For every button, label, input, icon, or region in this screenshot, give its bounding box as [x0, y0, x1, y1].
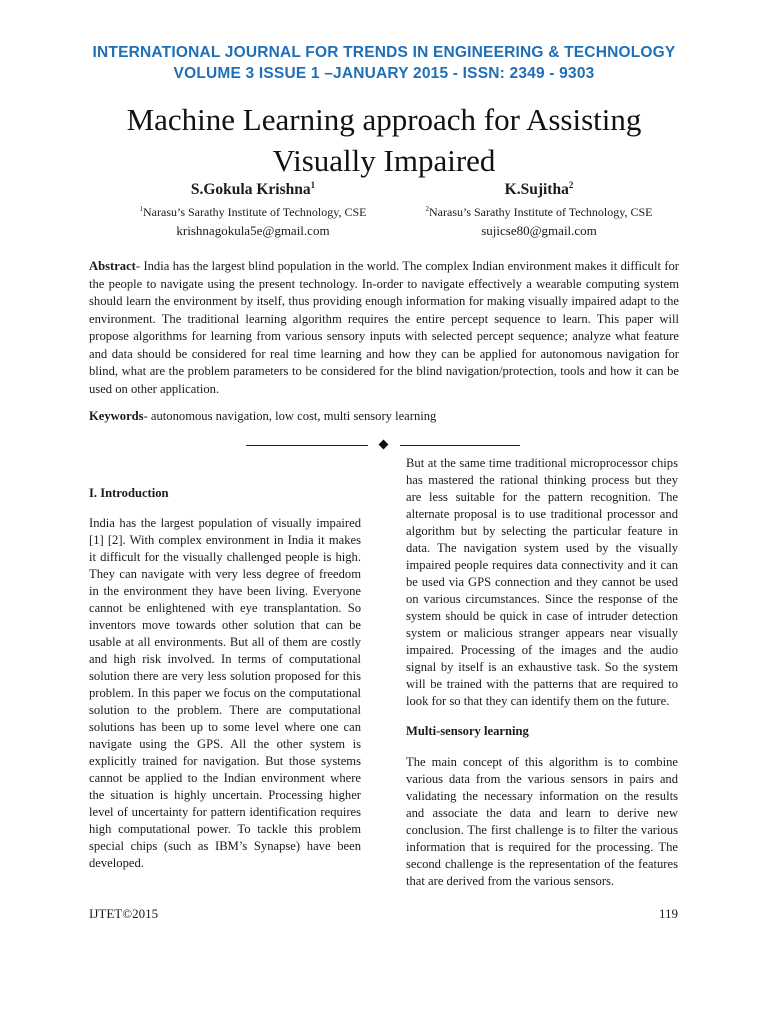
diamond-icon: [379, 440, 389, 450]
section-divider: [246, 438, 522, 452]
keywords-label: Keywords: [89, 409, 144, 423]
footer-copyright: IJTET©2015: [89, 906, 159, 921]
abstract-text: - India has the largest blind population in the world. The complex Indian environment makes it difficult for the people to navigate using the present technology. In-order to navigate effectively a wearable computing system should learn the environment by itself, thus providing enough information for making visually impaired adapt to the environment. The traditional learning algorithm requires the entire percept sequence to learn. This paper will propose algorithms for learning from various sensory inputs with selected percept sequence; analyze what feature and data should be considered for real time learning and how they can be applied for autonomous navigation for blind, what are the problem parameters to be considered for the blind navigation/protection, tools and how it can be used on other application.: [89, 259, 679, 396]
author-block-1: [103, 180, 403, 239]
paper-title-line1: Machine Learning approach for Assisting: [126, 102, 642, 137]
abstract-label: Abstract: [89, 259, 136, 273]
author-block-2: [389, 180, 689, 239]
abstract: [89, 258, 679, 398]
introduction-text: India has the largest population of visually impaired [1] [2]. With complex environment in India it makes it difficult for the visually challenged people is high. They can navigate with very less degree of freedom in the environment they have been living. Everyone cannot be enlightened with eye transplantation. So inventors move towards other solution that can be usable at all environments. But all of them are costly and high risk involved. In terms of computational solution there are very less solution proposed for this problem. In this paper we focus on the computational solution to the problem. There are computational solutions has been up to some level where one can navigate using the GPS. All the other system is explicitly trained for navigation. But those systems cannot be applied to the Indian environment where the situation is highly uncertain. Processing higher level of uncertainty for pattern identification requires high computational power. To tackle this problem special chips (such as IBM’s Synapse) have been developed.: [89, 516, 361, 870]
journal-issue-line: VOLUME 3 ISSUE 1 –JANUARY 2015 - ISSN: 2349 - 9303: [173, 65, 595, 82]
multisensory-heading: Multi-sensory learning: [406, 724, 529, 738]
author-email-2: sujicse80@gmail.com: [481, 223, 597, 239]
right-column-paragraph-2: The main concept of this algorithm is to combine various data from the various sensors in pairs and validating the necessary information on the results and associate the data and learn to derive new conclusion. The first challenge is to filter the various information that is required for the processing. The second challenge is the representation of the features that are derived from the various sensors.: [406, 755, 678, 888]
page-number: 119: [658, 906, 678, 921]
author-name-2: K.Sujitha$^2$: [504, 180, 574, 199]
keywords: [89, 409, 679, 424]
author-name-1: S.Gokula Krishna$^1$: [190, 180, 316, 199]
paper-title-line2: Visually Impaired: [272, 143, 496, 178]
divider-line-left: [246, 445, 368, 446]
right-column-paragraph-1: But at the same time traditional microprocessor chips has mastered the rational thinking process but they are less suitable for the pattern recognition. The alternate proposal is to use traditional processor and algorithm but by selecting the particular feature in data. The navigation system used by the visually impaired people requires data connectivity and it can be used via GPS connection and they cannot be used on various circumstances. Since the response of the system should be quick in case of intruder detection system or malicious stranger appears near visually impaired. Processing of the images and the audio signal by itself is an exhaustive task. So the system will be trained with the patterns that are required to look for so that they can identify them on the future.: [406, 456, 678, 708]
divider-line-right: [400, 445, 520, 446]
journal-title: INTERNATIONAL JOURNAL FOR TRENDS IN ENGINEERING & TECHNOLOGY: [92, 44, 676, 61]
author-email-1: krishnagokula5e@gmail.com: [176, 223, 330, 239]
author-affiliation-1: $^1$Narasu’s Sarathy Institute of Technology, CSE: [139, 205, 367, 220]
keywords-text: - autonomous navigation, low cost, multi sensory learning: [143, 409, 437, 423]
author-affiliation-2: $^2$Narasu’s Sarathy Institute of Technology, CSE: [425, 205, 653, 220]
introduction-heading: I. Introduction: [89, 486, 169, 500]
